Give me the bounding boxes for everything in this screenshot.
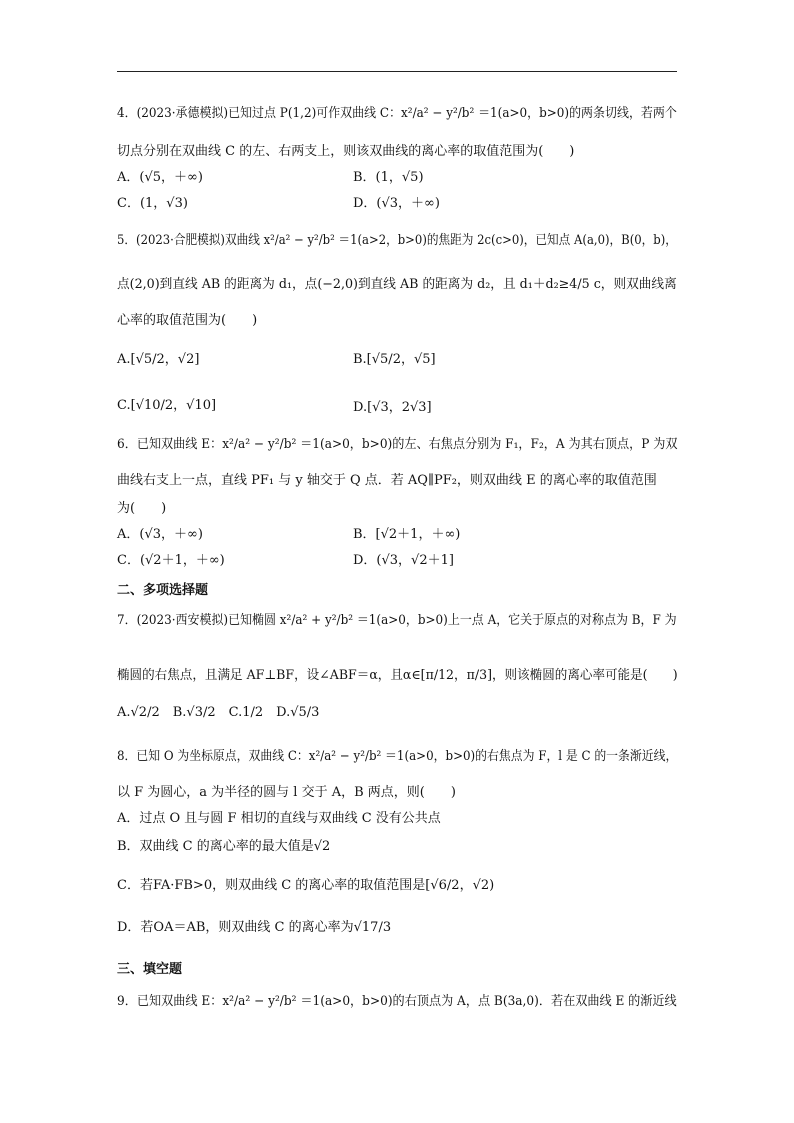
q8-option-c: C．若FA·FB>0，则双曲线 C 的离心率的取值范围是[√6/2，√2) [117, 878, 495, 893]
q4-option-b: B．(1，√5) [353, 170, 424, 185]
q5-option-c: C.[√10/2，√10] [117, 398, 217, 413]
q8-line1: 8．已知 O 为坐标原点，双曲线 C：x²/a² − y²/b² ＝1(a>0，b>0)的右焦点为 F，l 是 C 的一条渐近线， [117, 749, 678, 764]
q9-line1: 9．已知双曲线 E：x²/a² − y²/b² ＝1(a>0，b>0)的右顶点为 A，点 B(3a,0)．若在双曲线 E 的渐近线 [117, 994, 677, 1009]
q5-option-a: A.[√5/2，√2] [117, 352, 200, 367]
q5-line2: 点(2,0)到直线 AB 的距离为 d₁，点(−2,0)到直线 AB 的距离为 d₂，且 d₁＋d₂≥4/5 c，则双曲线离 [117, 277, 677, 292]
q7-line1: 7．(2023·西安模拟)已知椭圆 x²/a² + y²/b² ＝1(a>0，b>0)上一点 A，它关于原点的对称点为 B，F 为 [117, 613, 677, 628]
q8-option-a: A．过点 O 且与圆 F 相切的直线与双曲线 C 没有公共点 [117, 811, 441, 826]
q5-line1: 5．(2023·合肥模拟)双曲线 x²/a² − y²/b² ＝1(a>2，b>0)的焦距为 2c(c>0)，已知点 A(a,0)，B(0，b)， [117, 233, 677, 248]
q6-option-d: D．(√3，√2＋1] [353, 553, 454, 568]
q4-line1: 4．(2023·承德模拟)已知过点 P(1,2)可作双曲线 C：x²/a² − y²/b² ＝1(a>0，b>0)的两条切线，若两个 [117, 106, 677, 121]
q7-line2: 椭圆的右焦点，且满足 AF⊥BF，设∠ABF＝α，且α∈[π/12，π/3]，则该椭圆的离心率可能是( ) [117, 668, 678, 683]
q6-option-a: A．(√3，＋∞) [117, 527, 203, 542]
q6-line2: 曲线右支上一点，直线 PF₁ 与 y 轴交于 Q 点．若 AQ∥PF₂，则双曲线 E 的离心率的取值范围 [117, 473, 657, 488]
q8-line2: 以 F 为圆心，a 为半径的圆与 l 交于 A，B 两点，则( ) [117, 785, 456, 800]
header-rule [117, 71, 677, 72]
q6-line3: 为( ) [117, 501, 167, 516]
q4-option-c: C．(1，√3) [117, 196, 188, 211]
q5-line3: 心率的取值范围为( ) [117, 313, 258, 328]
q6-option-c: C．(√2＋1，＋∞) [117, 553, 225, 568]
q4-option-d: D．(√3，＋∞) [353, 196, 440, 211]
section-heading-multiple-choice: 二、多项选择题 [117, 583, 209, 598]
q4-line2: 切点分别在双曲线 C 的左、右两支上，则该双曲线的离心率的取值范围为( ) [117, 144, 575, 159]
q6-line1: 6．已知双曲线 E：x²/a² − y²/b² ＝1(a>0，b>0)的左、右焦点分别为 F₁，F₂，A 为其右顶点，P 为双 [117, 437, 678, 452]
q5-option-b: B.[√5/2，√5] [353, 352, 436, 367]
q5-option-d: D.[√3，2√3] [353, 400, 432, 415]
q7-options: A.√2/2 B.√3/2 C.1/2 D.√5/3 [117, 705, 320, 720]
q8-option-b: B．双曲线 C 的离心率的最大值是√2 [117, 839, 331, 854]
q8-option-d: D．若OA＝AB，则双曲线 C 的离心率为√17/3 [117, 920, 392, 935]
q6-option-b: B．[√2＋1，＋∞) [353, 527, 461, 542]
q4-option-a: A．(√5，＋∞) [117, 170, 203, 185]
section-heading-fill-in: 三、填空题 [117, 962, 183, 977]
